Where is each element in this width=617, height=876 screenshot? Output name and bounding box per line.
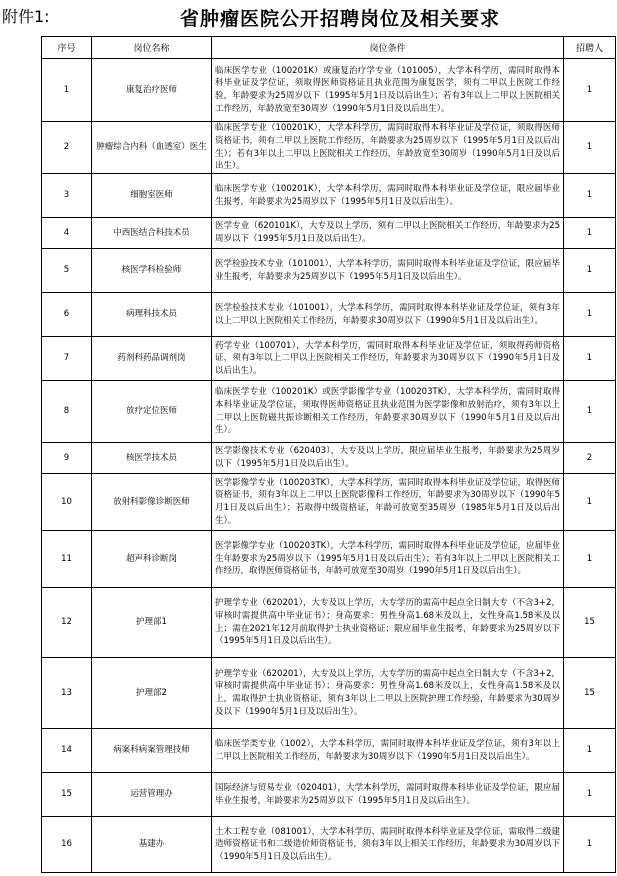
table-row	[42, 337, 616, 381]
table-row	[42, 293, 616, 337]
row-position-name: 基建办	[92, 817, 212, 873]
row-count: 1	[564, 337, 616, 381]
row-requirements: 药学专业（100701），大学本科学历，需同时取得本科毕业证及学位证，须取得药师资格证，须有3年以上二甲以上医院相关工作经历，年龄要求为30周岁以下（1990年5月1日及以后出生）。	[212, 337, 564, 381]
row-count: 1	[564, 773, 616, 817]
table-row	[42, 122, 616, 174]
table-row	[42, 218, 616, 249]
row-no: 4	[42, 218, 92, 249]
row-count: 1	[564, 381, 616, 443]
row-position-name: 放射科影像诊断医师	[92, 474, 212, 531]
row-position-name: 中西医结合科技术员	[92, 218, 212, 249]
row-requirements: 医学检验技术专业（101001），大学本科学历，需同时取得本科毕业证及学位证，须有3年以上二甲以上医院相关工作经历，年龄要求30周岁以下（1990年5月1日及以后出生）。	[212, 293, 564, 337]
table-row	[42, 817, 616, 873]
row-no: 6	[42, 293, 92, 337]
table-row	[42, 174, 616, 218]
row-count: 2	[564, 443, 616, 474]
table-row	[42, 249, 616, 293]
row-position-name: 护理部2	[92, 658, 212, 729]
row-count: 1	[564, 817, 616, 873]
row-position-name: 核医学技术员	[92, 443, 212, 474]
row-position-name: 病案科病案管理技师	[92, 729, 212, 773]
row-position-name: 肿瘤综合内科（血透室）医生	[92, 122, 212, 174]
row-requirements: 医学影像学专业（100203TK），大学本科学历，需同时取得本科毕业证及学位证，取得医师资格证书，须有3年以上二甲以上医院影像科工作经历，年龄要求为30周岁以下（1990年5月1日及以后出生）；若取得中级资格证，年龄可放宽至35周岁（1985年5月1日及以后出生）。	[212, 474, 564, 531]
row-requirements: 临床医学专业（100201K），大学本科学历，需同时取得本科毕业证及学位证，须取得医师资格证书，须有二甲以上医院工作经历，年龄要求为25周岁以下（1995年5月1日及以后出生）；若有3年以上二甲以上医院相关工作经历，年龄放宽至30周岁（1990年5月1日及以后出生）。	[212, 122, 564, 174]
table-row	[42, 474, 616, 531]
row-no: 15	[42, 773, 92, 817]
table-row	[42, 59, 616, 122]
row-count: 1	[564, 122, 616, 174]
row-no: 12	[42, 588, 92, 658]
row-count: 1	[564, 293, 616, 337]
row-no: 16	[42, 817, 92, 873]
row-count: 1	[564, 729, 616, 773]
table-row	[42, 773, 616, 817]
row-position-name: 运营管理办	[92, 773, 212, 817]
row-count: 1	[564, 218, 616, 249]
row-position-name: 护理部1	[92, 588, 212, 658]
row-no: 9	[42, 443, 92, 474]
row-position-name: 细胞室医师	[92, 174, 212, 218]
row-count: 1	[564, 531, 616, 588]
row-requirements: 护理学专业（620201），大专及以上学历，大专学历的需高中起点全日制大专（不含3+2，审核时需提供高中毕业证书）；身高要求：男性身高1.68米及以上，女性身高1.58米及以上；需在2021年12月前取得护士执业资格证；限应届毕业生报考，年龄要求为25周岁以下（1995年5月1日及以后出生）。	[212, 588, 564, 658]
row-no: 8	[42, 381, 92, 443]
row-position-name: 药剂科药品调剂岗	[92, 337, 212, 381]
row-requirements: 临床医学专业（100201K）或康复治疗学专业（101005），大学本科学历，需同时取得本科毕业证及学位证，须取得医师资格证且执业范围为康复医学，须有二甲以上医院工作经验，年龄要求为25周岁以下（1995年5月1日及以后出生）；若有3年以上二甲以上医院相关工作经历，年龄放宽至30周岁（1990年5月1日及以后出生）。	[212, 59, 564, 122]
row-requirements: 医学影像学专业（100203TK），大学本科学历，需同时取得本科毕业证及学位证，应届毕业生年龄要求为25周岁以下（1995年5月1日及以后出生）；若有3年以上二甲以上医院相关工作经历，取得医师资格证书，年龄可放宽至30周岁（1990年5月1日及以后出生）。	[212, 531, 564, 588]
table-row	[42, 381, 616, 443]
row-count: 15	[564, 588, 616, 658]
row-no: 3	[42, 174, 92, 218]
row-count: 1	[564, 474, 616, 531]
table-row	[42, 588, 616, 658]
row-requirements: 临床医学专业（100201K）或医学影像学专业（100203TK），大学本科学历，需同时取得本科毕业证及学位证，须取得医师资格证且执业范围为医学影像和放射治疗，须有3年以上二甲以上医院磁共振诊断相关工作经历，年龄要求30周岁以下（1990年5月1日及以后出生）。	[212, 381, 564, 443]
row-count: 15	[564, 658, 616, 729]
row-count: 1	[564, 174, 616, 218]
row-no: 11	[42, 531, 92, 588]
row-no: 13	[42, 658, 92, 729]
attachment-label: 附件1:	[2, 7, 50, 26]
row-no: 2	[42, 122, 92, 174]
header-no: 序号	[42, 37, 92, 59]
row-position-name: 康复治疗医师	[92, 59, 212, 122]
page-title: 省肿瘤医院公开招聘岗位及相关要求	[180, 8, 501, 30]
row-no: 5	[42, 249, 92, 293]
row-requirements: 医学检验技术专业（101001），大学本科学历，需同时取得本科毕业证及学位证，限应届毕业生报考，年龄要求为25周岁以下（1995年5月1日及以后出生）。	[212, 249, 564, 293]
table-row	[42, 658, 616, 729]
header-count: 招聘人	[564, 37, 616, 59]
table-body	[42, 59, 616, 873]
row-position-name: 超声科诊断岗	[92, 531, 212, 588]
row-position-name: 放疗定位医师	[92, 381, 212, 443]
header-requirements: 岗位条件	[212, 37, 564, 59]
row-no: 7	[42, 337, 92, 381]
row-requirements: 临床医学类专业（1002），大学本科学历，需同时取得本科毕业证及学位证，须有3年以上二甲以上医院相关工作经历，年龄要求为30周岁以下（1990年5月1日及以后出生）。	[212, 729, 564, 773]
row-position-name: 核医学科检验师	[92, 249, 212, 293]
table-row	[42, 729, 616, 773]
row-count: 1	[564, 249, 616, 293]
row-requirements: 医学专业（620101K），大专及以上学历，须有二甲以上医院相关工作经历，年龄要求为25周岁以下（1995年5月1日及以后出生）。	[212, 218, 564, 249]
row-requirements: 医学影像技术专业（620403），大专及以上学历，限应届毕业生报考，年龄要求为25周岁以下（1995年5月1日及以后出生）。	[212, 443, 564, 474]
row-count: 1	[564, 59, 616, 122]
row-position-name: 病理科技术员	[92, 293, 212, 337]
row-requirements: 土木工程专业（081001），大学本科学历，需同时取得本科毕业证及学位证，需取得二级建造师资格证书和二级造价师资格证书，须有3年以上相关工作经历，年龄要求为30周岁以下（1990年5月1日及以后出生）。	[212, 817, 564, 873]
row-requirements: 国际经济与贸易专业（020401），大学本科学历，需同时取得本科毕业证及学位证，限应届毕业生报考，年龄要求为25周岁以下（1995年5月1日及以后出生）。	[212, 773, 564, 817]
table-header-row	[42, 37, 616, 59]
header-position-name: 岗位名称	[92, 37, 212, 59]
row-no: 14	[42, 729, 92, 773]
table-row	[42, 531, 616, 588]
row-requirements: 护理学专业（620201），大专及以上学历，大专学历的需高中起点全日制大专（不含3+2，审核时需提供高中毕业证书）；身高要求：男性身高1.68米及以上，女性身高1.58米及以上，需取得护士执业资格证，须有3年以上二甲以上医院护理工作经验，年龄要求为30周岁及以下（1990年5月1日及以后出生）。	[212, 658, 564, 729]
row-no: 1	[42, 59, 92, 122]
row-requirements: 临床医学专业（100201K），大学本科学历，需同时取得本科毕业证及学位证，限应届毕业生报考，年龄要求为25周岁以下（1995年5月1日及以后出生）。	[212, 174, 564, 218]
recruitment-table	[41, 36, 616, 873]
row-no: 10	[42, 474, 92, 531]
table-row	[42, 443, 616, 474]
